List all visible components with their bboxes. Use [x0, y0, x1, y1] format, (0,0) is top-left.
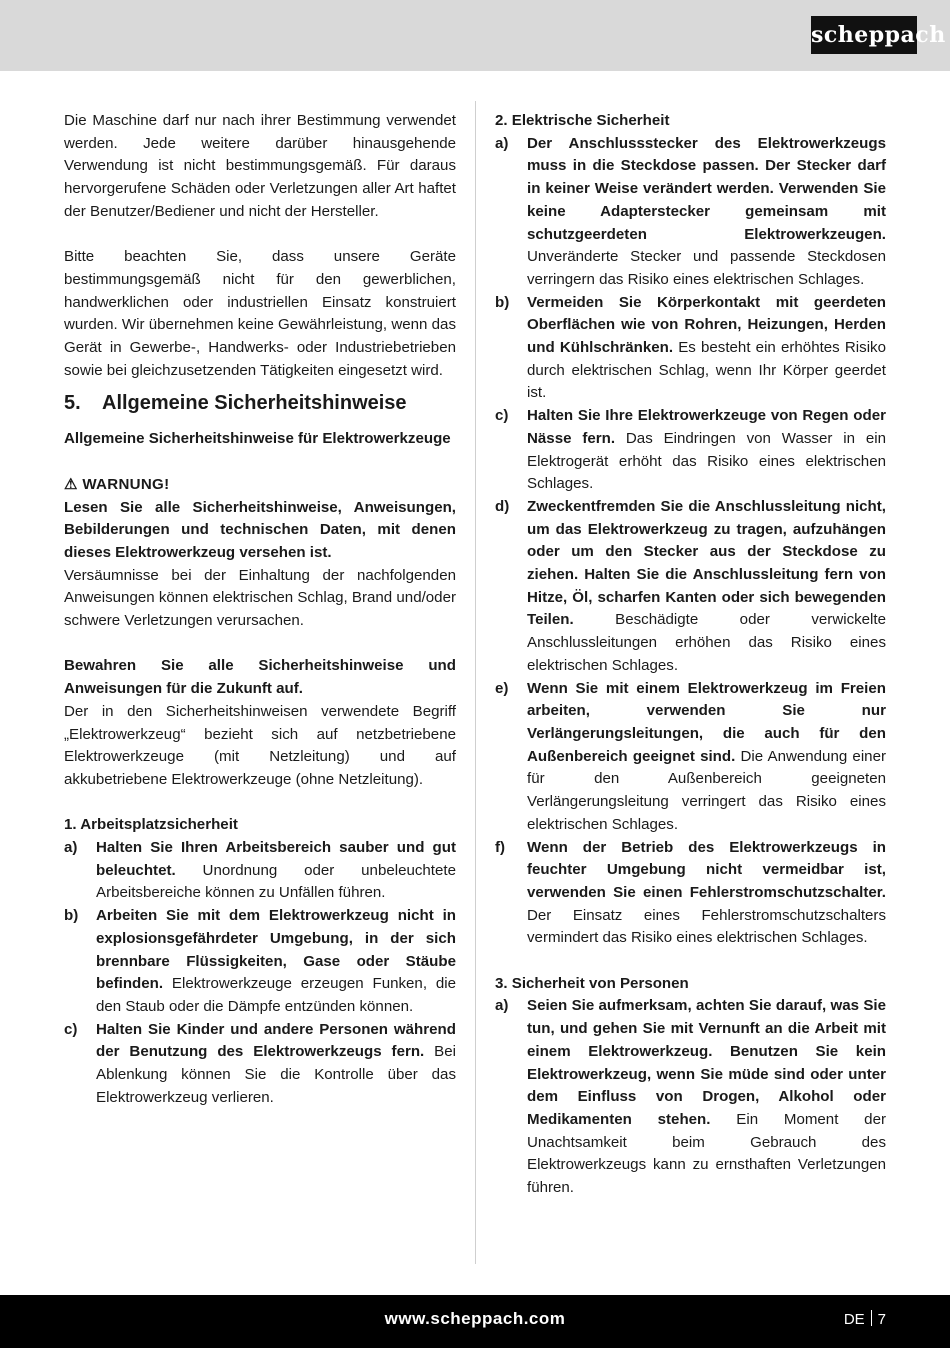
- item-bold: Arbeiten Sie mit dem Elektrowerkzeug nicht in explosionsgefährdeter Umgebung, in der sich brennbare Flüssigkeiten, Gase oder Stäube befinden.: [96, 907, 456, 993]
- item-label: a): [495, 997, 509, 1015]
- warning-label: ⚠ WARNUNG!: [64, 475, 170, 493]
- workplace-safety-list: [64, 837, 456, 1109]
- warning-bold-text: Lesen Sie alle Sicherheitshinweise, Anweisungen, Bebilderungen und technischen Daten, mit denen dieses Elektrowerkzeug versehen ist.: [64, 498, 456, 561]
- electrical-safety-list: [495, 133, 886, 950]
- item-text: Ein Moment der Unachtsamkeit beim Gebrauch des Elektrowerkzeugs kann zu ernsthaften Verletzungen führen.: [527, 1110, 886, 1197]
- personal-safety-heading: 3. Sicherheit von Personen: [495, 974, 689, 992]
- keep-instructions-text: Der in den Sicherheitshinweisen verwendete Begriff „Elektrowerkzeug“ bezieht sich auf netzbetriebene Elektrowerkzeuge (mit Netzleitung) und auf akkubetriebene Elektrowerkzeuge (ohne Netzleitung).: [64, 702, 456, 788]
- warning-text: Versäumnisse bei der Einhaltung der nachfolgenden Anweisungen können elektrischen Schlag, Brand und/oder schwere Verletzungen verursachen.: [64, 566, 456, 630]
- section-title: Allgemeine Sicherheitshinweise: [102, 392, 407, 415]
- item-bold: Zweckentfremden Sie die Anschlussleitung nicht, um das Elektrowerkzeug zu tragen, aufzuhängen oder um den Stecker aus der Steckdose zu ziehen. Halten Sie die Anschlussleitung fern von Hitze, Öl, scharfen Kanten oder sich bewegenden Teilen.: [527, 497, 886, 629]
- item-label: a): [64, 839, 78, 857]
- page-footer: [0, 1295, 950, 1348]
- separator: [871, 1310, 872, 1326]
- item-label: e): [495, 679, 509, 697]
- item-label: c): [64, 1020, 78, 1038]
- list-item: [64, 1019, 456, 1110]
- brand-logo: scheppach: [811, 16, 917, 54]
- right-column: [495, 110, 886, 1200]
- list-item: [64, 905, 456, 1019]
- website-link[interactable]: www.scheppach.com: [384, 1309, 566, 1328]
- item-text: Unordnung oder unbeleuchtete Arbeitsbereiche können zu Unfällen führen.: [96, 861, 456, 902]
- column-divider: [475, 101, 476, 1264]
- list-item: [495, 678, 886, 837]
- section-number: 5.: [64, 392, 81, 415]
- section-heading: [64, 390, 456, 416]
- item-text: Das Eindringen von Wasser in ein Elektrogerät erhöht das Risiko eines elektrischen Schlages.: [527, 429, 886, 493]
- item-text: Beschädigte oder verwickelte Anschlussleitungen erhöhen das Risiko eines elektrischen Schlages.: [527, 611, 886, 674]
- workplace-safety-heading: 1. Arbeitsplatzsicherheit: [64, 816, 238, 834]
- list-item: [495, 995, 886, 1199]
- item-bold: Halten Sie Kinder und andere Personen während der Benutzung des Elektrowerkzeugs fern.: [96, 1020, 456, 1061]
- item-text: Unveränderte Stecker und passende Steckdosen verringern das Risiko eines elektrischen Schlages.: [527, 248, 886, 288]
- personal-safety-list: [495, 995, 886, 1199]
- item-bold: Seien Sie aufmerksam, achten Sie darauf, was Sie tun, und gehen Sie mit Vernunft an die Arbeit mit einem Elektrowerkzeug. Benutzen Sie kein Elektrowerkzeug, wenn Sie müde sind oder unter dem Einfluss von Drogen, Alkohol oder Medikamenten stehen.: [527, 997, 886, 1128]
- item-bold: Wenn der Betrieb des Elektrowerkzeugs in feuchter Umgebung nicht vermeidbar ist, verwenden Sie einen Fehlerstromschutzschalter.: [527, 838, 886, 901]
- list-item: [495, 292, 886, 406]
- item-bold: Der Anschlussstecker des Elektrowerkzeugs muss in die Steckdose passen. Der Stecker darf in keiner Weise verändert werden. Verwenden Sie keine Adapterstecker gemeinsam mit schutzgeerdeten Elektrowerkzeugen.: [527, 134, 886, 243]
- item-bold: Halten Sie Ihre Elektrowerkzeuge von Regen oder Nässe fern.: [527, 407, 886, 447]
- commercial-use-paragraph: Bitte beachten Sie, dass unsere Geräte bestimmungsgemäß nicht für den gewerblichen, handwerklichen oder industriellen Einsatz konstruiert wurden. Wir übernehmen keine Gewährleistung, wenn das Gerät in Gewerbe-, Handwerks- oder Industriebetrieben sowie bei gleichzusetzenden Tätigkeiten eingesetzt wird.: [64, 248, 456, 379]
- list-item: [495, 837, 886, 951]
- item-label: d): [495, 497, 510, 515]
- item-label: a): [495, 134, 509, 152]
- page-header: [0, 0, 950, 71]
- item-label: b): [495, 293, 510, 311]
- item-text: Elektrowerkzeuge erzeugen Funken, die den Staub oder die Dämpfe entzünden können.: [96, 975, 456, 1015]
- list-item: [495, 496, 886, 678]
- item-text: Die Anwendung einer für den Außenbereich geeigneten Verlängerungsleitung verringert das Risiko eines elektrischen Schlages.: [527, 747, 886, 833]
- intended-use-paragraph: Die Maschine darf nur nach ihrer Bestimmung verwendet werden. Jede weitere darüber hinausgehende Verwendung ist nicht bestimmungsgemäß. Für daraus hervorgerufene Schäden oder Verletzungen aller Art haftet der Benutzer/Bediener und nicht der Hersteller.: [64, 112, 456, 220]
- item-text: Bei Ablenkung können Sie die Kontrolle über das Elektrowerkzeug verlieren.: [96, 1043, 456, 1106]
- list-item: [64, 837, 456, 905]
- item-label: b): [64, 907, 79, 925]
- language-code: DE: [843, 1311, 865, 1328]
- page-indicator: [844, 1310, 886, 1328]
- list-item: [495, 405, 886, 496]
- keep-instructions-bold: Bewahren Sie alle Sicherheitshinweise und Anweisungen für die Zukunft auf.: [64, 657, 456, 698]
- item-text: Der Einsatz eines Fehlerstromschutzschalters vermindert das Risiko eines elektrischen Schlages.: [527, 906, 886, 947]
- item-bold: Wenn Sie mit einem Elektrowerkzeug im Freien arbeiten, verwenden Sie nur Verlängerungsleitungen, die auch für den Außenbereich geeignet sind.: [527, 679, 886, 765]
- left-column: [64, 110, 456, 1109]
- item-bold: Halten Sie Ihren Arbeitsbereich sauber und gut beleuchtet.: [96, 839, 456, 879]
- electrical-safety-heading: 2. Elektrische Sicherheit: [495, 112, 670, 129]
- item-label: f): [495, 838, 506, 856]
- item-text: Es besteht ein erhöhtes Risiko durch elektrischen Schlag, wenn Ihr Körper geerdet ist.: [527, 339, 886, 402]
- item-label: c): [495, 407, 509, 425]
- page-number: 7: [877, 1311, 886, 1328]
- item-bold: Vermeiden Sie Körperkontakt mit geerdeten Oberflächen wie von Rohren, Heizungen, Herden und Kühlschränken.: [527, 293, 886, 357]
- list-item: [495, 133, 886, 292]
- subheading: Allgemeine Sicherheitshinweise für Elektrowerkzeuge: [64, 430, 451, 448]
